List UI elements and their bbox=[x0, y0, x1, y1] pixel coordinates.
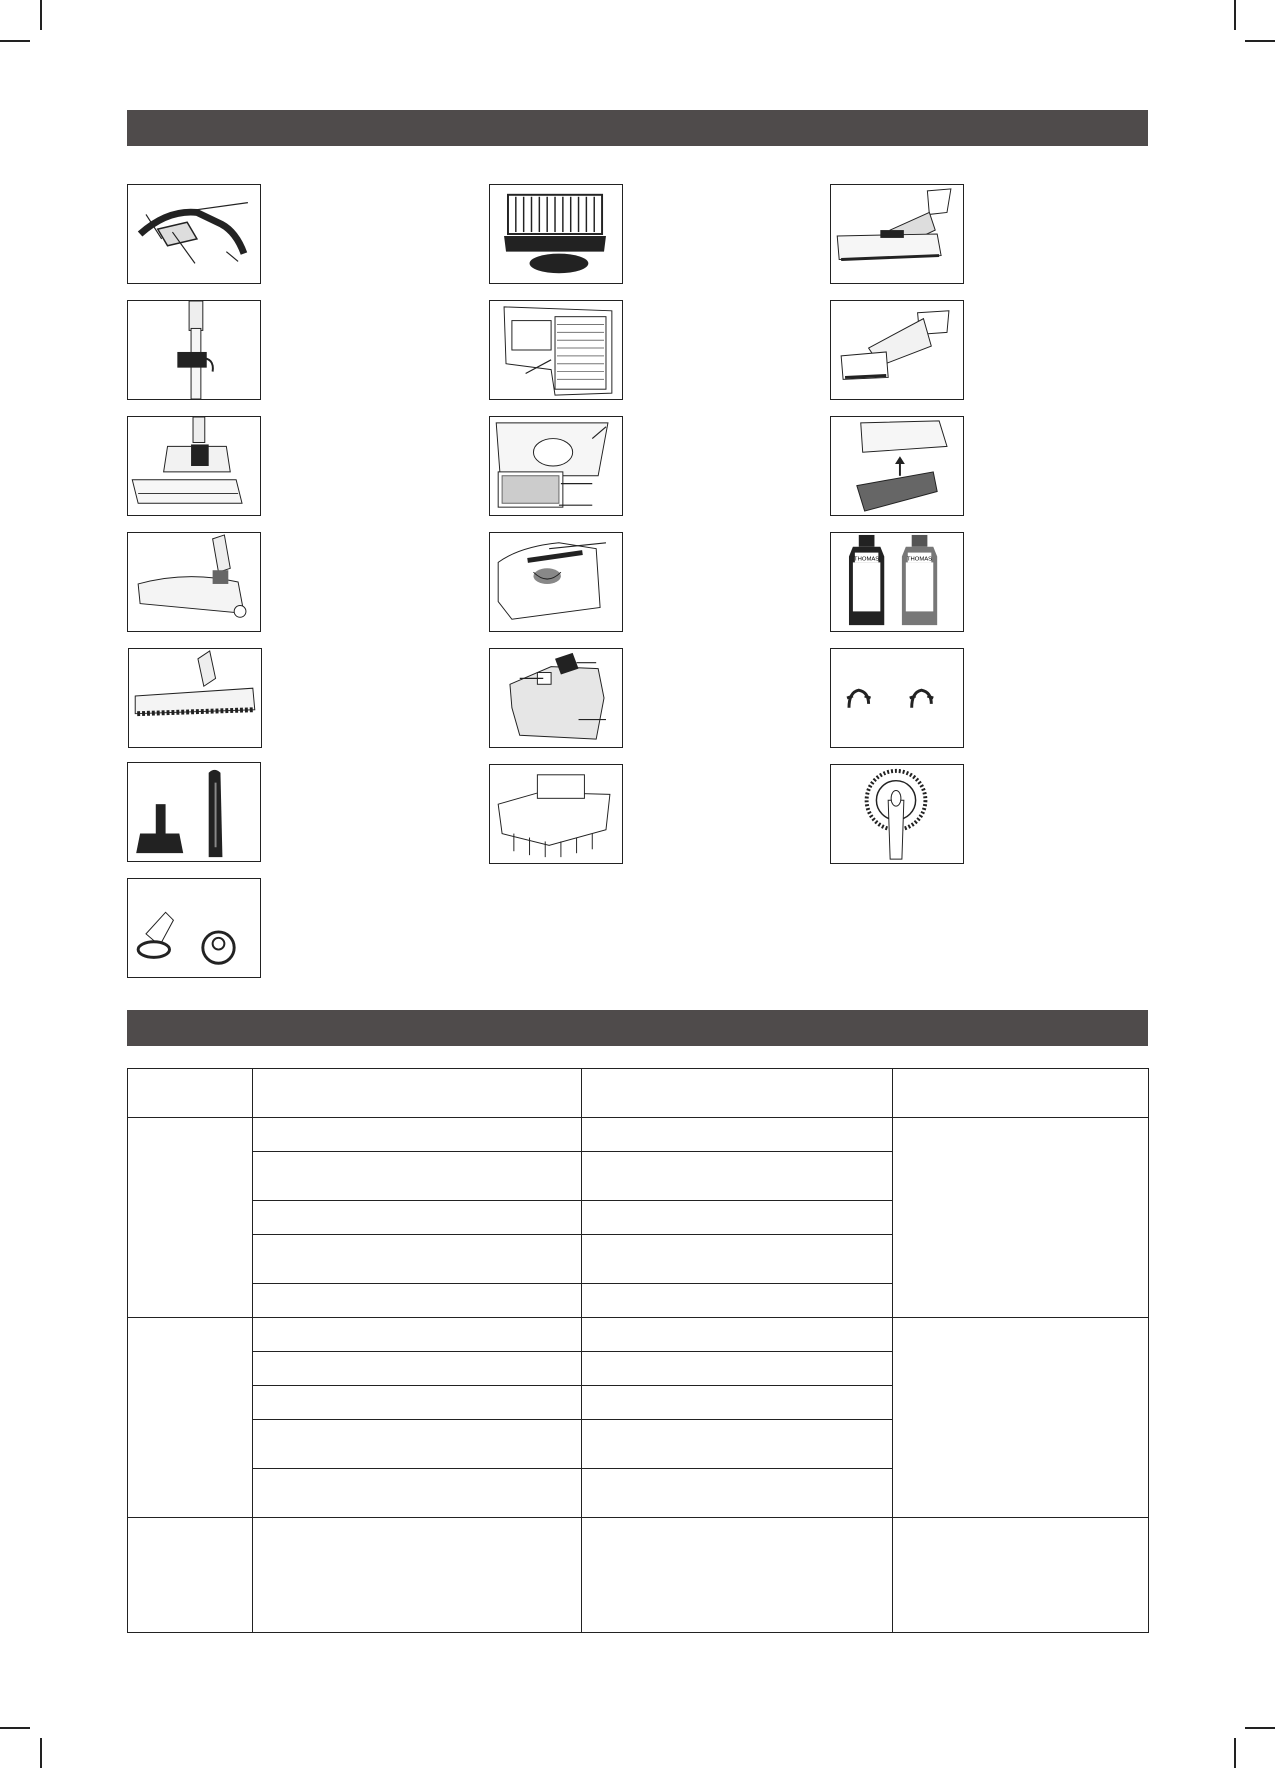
bottle-brand-label: THOMAS bbox=[906, 556, 933, 563]
clips-icon bbox=[830, 648, 964, 748]
separator-insert-icon bbox=[489, 764, 623, 864]
table-header-cell bbox=[253, 1069, 582, 1118]
telescopic-tube-icon bbox=[127, 300, 261, 400]
table-cell bbox=[582, 1318, 893, 1352]
crop-mark bbox=[1245, 40, 1275, 42]
accessories-title bbox=[127, 117, 141, 139]
dusting-brush-icon bbox=[127, 878, 261, 978]
parquet-brush-icon bbox=[128, 648, 262, 748]
crop-mark bbox=[40, 0, 42, 30]
table-cell bbox=[253, 1284, 582, 1318]
crop-mark bbox=[0, 40, 30, 42]
turbo-floor-nozzle-icon bbox=[127, 532, 261, 632]
table-cell bbox=[582, 1420, 893, 1469]
table-cell bbox=[582, 1284, 893, 1318]
hepa-filter-icon bbox=[489, 184, 623, 284]
filter-housing-icon bbox=[489, 416, 623, 516]
table-cell bbox=[253, 1352, 582, 1386]
accessories-header-bar bbox=[127, 110, 1148, 146]
table-cell bbox=[582, 1352, 893, 1386]
table-cell bbox=[253, 1201, 582, 1235]
table-cell bbox=[253, 1152, 582, 1201]
troubleshooting-header-bar bbox=[127, 1010, 1148, 1046]
wet-floor-nozzle-icon bbox=[830, 184, 964, 284]
upholstery-crevice-nozzles-icon bbox=[127, 762, 261, 862]
table-cell bbox=[582, 1235, 893, 1284]
crop-mark bbox=[1234, 1738, 1236, 1768]
table-header-cell bbox=[893, 1069, 1149, 1118]
cleaning-liquid-bottles-icon bbox=[830, 532, 964, 632]
water-tank-icon bbox=[489, 648, 623, 748]
table-cell bbox=[253, 1318, 582, 1352]
floor-nozzle-switchable-icon bbox=[127, 416, 261, 516]
table-cell bbox=[582, 1518, 893, 1633]
table-cell bbox=[253, 1235, 582, 1284]
table-row bbox=[128, 1118, 1149, 1152]
microfiber-pad-icon bbox=[830, 416, 964, 516]
crop-mark bbox=[1234, 0, 1236, 30]
table-row bbox=[128, 1318, 1149, 1352]
table-cell bbox=[893, 1118, 1149, 1318]
crop-mark bbox=[0, 1727, 30, 1729]
hose-handle-icon bbox=[127, 184, 261, 284]
table-cell bbox=[582, 1469, 893, 1518]
crop-mark bbox=[40, 1738, 42, 1768]
table-header-cell bbox=[582, 1069, 893, 1118]
table-header-row bbox=[128, 1069, 1149, 1118]
round-brush-icon bbox=[830, 764, 964, 864]
table-cell bbox=[253, 1518, 582, 1633]
aqua-box-icon bbox=[489, 532, 623, 632]
table-cell bbox=[582, 1152, 893, 1201]
troubleshooting-title bbox=[127, 1017, 141, 1039]
table-cell bbox=[128, 1118, 253, 1318]
upholstery-spray-nozzle-icon bbox=[830, 300, 964, 400]
bottle-brand-label: THOMAS bbox=[854, 556, 880, 563]
table-cell bbox=[128, 1318, 253, 1518]
table-cell bbox=[128, 1518, 253, 1633]
table-cell bbox=[893, 1518, 1149, 1633]
table-cell bbox=[893, 1318, 1149, 1518]
crop-mark bbox=[1245, 1727, 1275, 1729]
foam-filter-icon bbox=[489, 300, 623, 400]
table-cell bbox=[582, 1118, 893, 1152]
table-cell bbox=[253, 1386, 582, 1420]
table-cell bbox=[582, 1201, 893, 1235]
table-cell bbox=[253, 1118, 582, 1152]
table-cell bbox=[253, 1420, 582, 1469]
table-cell bbox=[582, 1386, 893, 1420]
table-header-cell bbox=[128, 1069, 253, 1118]
table-cell bbox=[253, 1469, 582, 1518]
troubleshooting-table bbox=[127, 1068, 1149, 1633]
table-row bbox=[128, 1518, 1149, 1633]
